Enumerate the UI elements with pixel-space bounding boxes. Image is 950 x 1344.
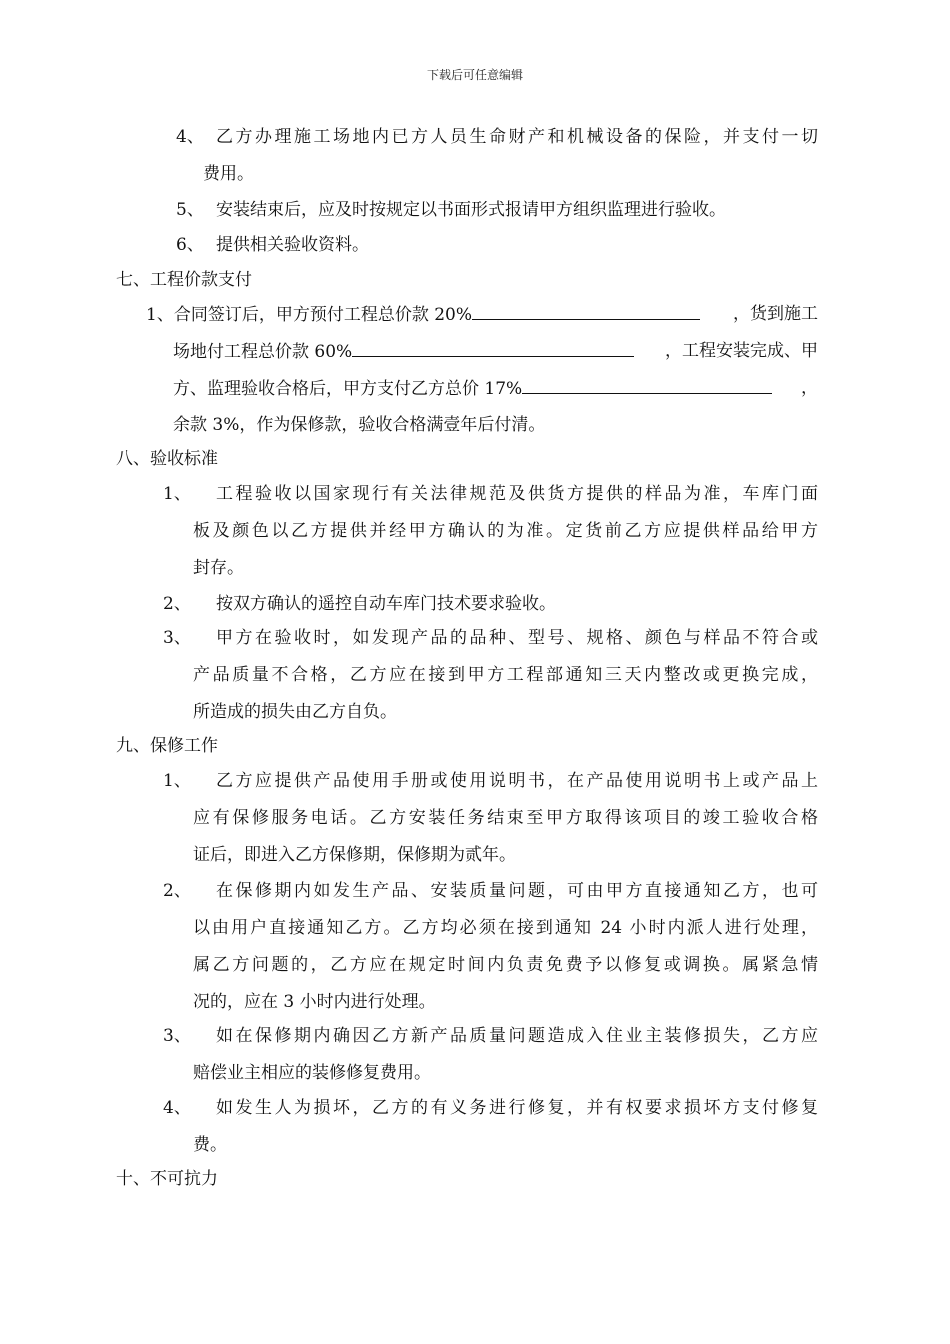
fill-in-blank [472, 302, 700, 320]
item-number: 6、 [176, 235, 204, 255]
paragraph-line: 在保修期内如发生产品、安装质量问题，可由甲方直接通知乙方，也可 [216, 881, 818, 901]
section-heading: 七、工程价款支付 [116, 270, 252, 290]
paragraph-line: 况的，应在 3 小时内进行处理。 [193, 992, 436, 1012]
paragraph-line [146, 302, 818, 327]
paragraph-line: 费用。 [203, 164, 254, 184]
item-number: 2、 [163, 881, 191, 901]
paragraph-line: 封存。 [193, 558, 244, 578]
section-heading: 十、不可抗力 [116, 1169, 218, 1189]
paragraph-line: 板及颜色以乙方提供并经甲方确认的为准。定货前乙方应提供样品给甲方 [193, 521, 818, 541]
fill-in-blank [352, 339, 634, 357]
paragraph-line: 应有保修服务电话。乙方安装任务结束至甲方取得该项目的竣工验收合格 [193, 808, 818, 828]
text-run: ， [801, 378, 818, 398]
text-run: ，工程安装完成、甲 [665, 341, 818, 361]
text-run: 场地付工程总价款 60% [173, 342, 353, 362]
paragraph-line: 属乙方问题的，乙方应在规定时间内负责免费予以修复或调换。属紧急情 [193, 955, 818, 975]
paragraph-line: 如在保修期内确因乙方新产品质量问题造成入住业主装修损失，乙方应 [216, 1026, 818, 1046]
paragraph-line: 安装结束后，应及时按规定以书面形式报请甲方组织监理进行验收。 [216, 200, 726, 220]
item-number: 2、 [163, 594, 191, 614]
paragraph-line: 乙方应提供产品使用手册或使用说明书，在产品使用说明书上或产品上 [216, 771, 818, 791]
paragraph-line [173, 339, 818, 364]
item-number: 1、 [163, 484, 191, 504]
text-run: 1、合同签订后，甲方预付工程总价款 20% [146, 305, 473, 325]
paragraph-line: 甲方在验收时，如发现产品的品种、型号、规格、颜色与样品不符合或 [216, 628, 818, 648]
fill-in-blank [522, 376, 772, 394]
section-heading: 九、保修工作 [116, 736, 218, 756]
item-number: 3、 [163, 628, 191, 648]
paragraph-line: 如发生人为损坏，乙方的有义务进行修复，并有权要求损坏方支付修复 [216, 1098, 818, 1118]
paragraph-line: 按双方确认的遥控自动车库门技术要求验收。 [216, 594, 556, 614]
page-header: 下载后可任意编辑 [426, 68, 523, 82]
item-number: 4、 [176, 127, 204, 147]
section-heading: 八、验收标准 [116, 449, 218, 469]
item-number: 4、 [163, 1098, 191, 1118]
paragraph-line: 余款 3%，作为保修款，验收合格满壹年后付清。 [173, 415, 546, 435]
paragraph-line: 证后，即进入乙方保修期，保修期为贰年。 [193, 845, 516, 865]
text-run: ，货到施工 [733, 304, 818, 324]
item-number: 5、 [176, 200, 204, 220]
paragraph-line: 产品质量不合格，乙方应在接到甲方工程部通知三天内整改或更换完成， [193, 665, 818, 685]
paragraph-line: 乙方办理施工场地内已方人员生命财产和机械设备的保险，并支付一切 [216, 127, 818, 147]
item-number: 1、 [163, 771, 191, 791]
paragraph-line: 工程验收以国家现行有关法律规范及供货方提供的样品为准，车库门面 [216, 484, 818, 504]
item-number: 3、 [163, 1026, 191, 1046]
paragraph-line: 所造成的损失由乙方自负。 [193, 702, 397, 722]
paragraph-line: 以由用户直接通知乙方。乙方均必须在接到通知 24 小时内派人进行处理， [193, 918, 818, 938]
text-run: 方、监理验收合格后，甲方支付乙方总价 17% [173, 379, 523, 399]
paragraph-line: 费。 [193, 1135, 227, 1155]
paragraph-line [173, 376, 818, 401]
paragraph-line: 提供相关验收资料。 [216, 235, 369, 255]
paragraph-line: 赔偿业主相应的装修修复费用。 [193, 1063, 431, 1083]
